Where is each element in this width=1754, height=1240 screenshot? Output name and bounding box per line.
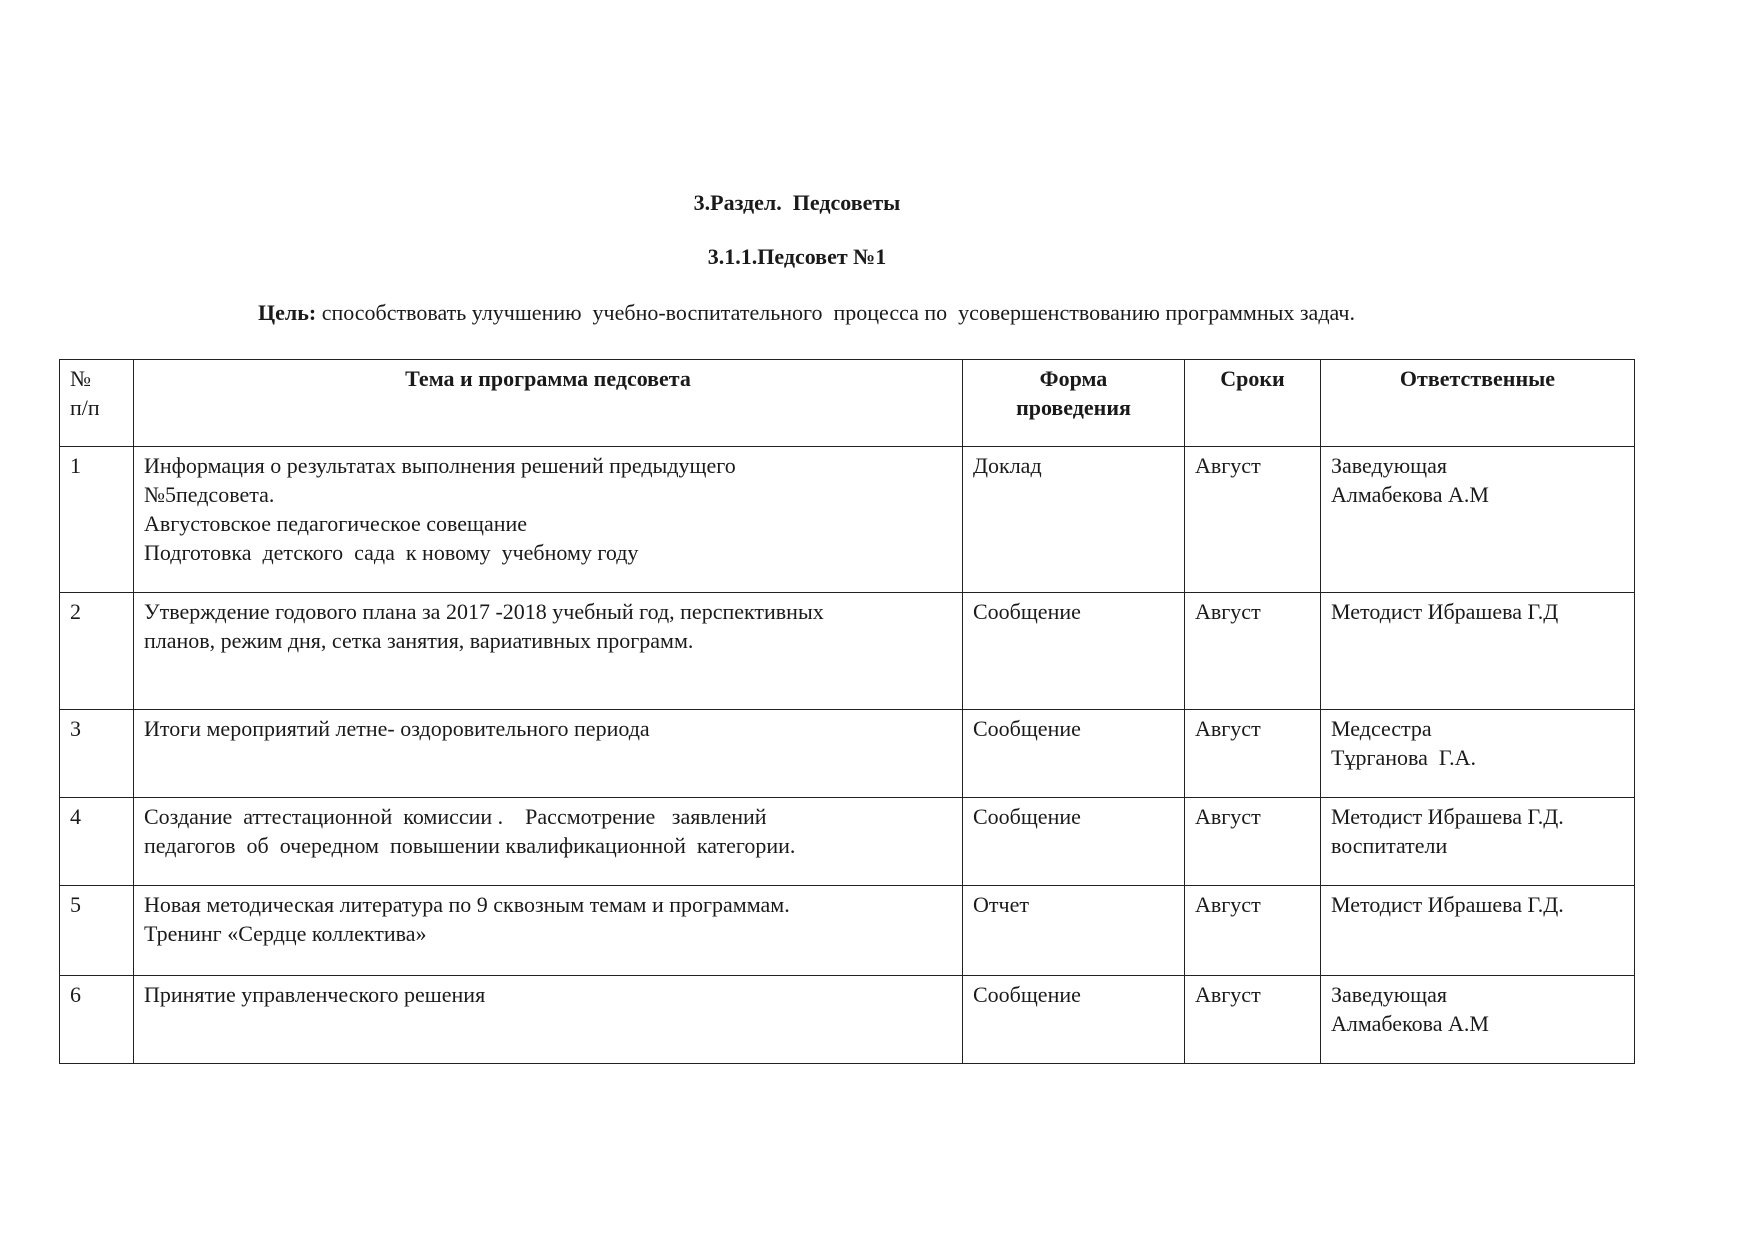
cell-responsible (1321, 447, 1635, 593)
cell-topic-line: педагогов об очередном повышении квалификационной категории. (144, 833, 796, 858)
cell-responsible-line: Алмабекова А.М (1331, 1011, 1489, 1036)
cell-responsible (1321, 798, 1635, 886)
cell-topic-line: Подготовка детского сада к новому учебному году (144, 540, 639, 565)
cell-topic (134, 886, 963, 976)
header-responsible: Ответственные (1321, 360, 1635, 447)
goal-statement (258, 300, 1355, 326)
cell-responsible-line: Методист Ибрашева Г.Д. (1331, 892, 1564, 917)
subsection-title: 3.1.1.Педсовет №1 (707, 244, 887, 269)
cell-responsible-line: Заведующая (1331, 453, 1447, 478)
cell-term: Август (1185, 976, 1321, 1064)
cell-responsible-line: воспитатели (1331, 833, 1448, 858)
cell-responsible-line: Медсестра (1331, 716, 1432, 741)
header-number: № п/п (60, 360, 134, 447)
cell-topic (134, 976, 963, 1064)
goal-text: способствовать улучшению учебно-воспитательного процесса по усовершенствованию программных задач. (316, 300, 1355, 325)
cell-number: 1 (60, 447, 134, 593)
cell-form: Доклад (963, 447, 1185, 593)
header-terms: Сроки (1185, 360, 1321, 447)
table-row (60, 593, 1635, 710)
cell-responsible-line: Методист Ибрашева Г.Д (1331, 599, 1559, 624)
cell-number: 5 (60, 886, 134, 976)
table-body (60, 447, 1635, 1064)
cell-topic (134, 593, 963, 710)
cell-term: Август (1185, 798, 1321, 886)
table-row (60, 798, 1635, 886)
cell-topic-line: Создание аттестационной комиссии . Рассмотрение заявлений (144, 804, 767, 829)
table-row (60, 710, 1635, 798)
cell-form: Сообщение (963, 798, 1185, 886)
pedsovet-table (59, 359, 1635, 1064)
section-title: 3.Раздел. Педсоветы (693, 190, 901, 215)
cell-form: Сообщение (963, 976, 1185, 1064)
cell-responsible (1321, 976, 1635, 1064)
cell-responsible-line: Методист Ибрашева Г.Д. (1331, 804, 1564, 829)
cell-responsible (1321, 593, 1635, 710)
cell-topic (134, 798, 963, 886)
cell-term: Август (1185, 447, 1321, 593)
table-header-row (60, 360, 1635, 447)
cell-form: Сообщение (963, 593, 1185, 710)
cell-topic-line: планов, режим дня, сетка занятия, вариативных программ. (144, 628, 694, 653)
cell-number: 4 (60, 798, 134, 886)
cell-responsible (1321, 886, 1635, 976)
cell-term: Август (1185, 593, 1321, 710)
header-form: Форма проведения (963, 360, 1185, 447)
header-topic: Тема и программа педсовета (134, 360, 963, 447)
cell-number: 3 (60, 710, 134, 798)
cell-term: Август (1185, 710, 1321, 798)
cell-topic-line: №5педсовета. (144, 482, 275, 507)
cell-topic-line: Тренинг «Сердце коллектива» (144, 921, 427, 946)
goal-label: Цель: (258, 300, 317, 325)
cell-topic-line: Августовское педагогическое совещание (144, 511, 528, 536)
cell-topic-line: Утверждение годового плана за 2017 -2018 учебный год, перспективных (144, 599, 824, 624)
cell-topic (134, 447, 963, 593)
cell-form: Отчет (963, 886, 1185, 976)
cell-term: Август (1185, 886, 1321, 976)
cell-topic-line: Новая методическая литература по 9 сквозным темам и программам. (144, 892, 790, 917)
cell-responsible-line: Заведующая (1331, 982, 1447, 1007)
table-row (60, 886, 1635, 976)
cell-topic-line: Принятие управленческого решения (144, 982, 486, 1007)
cell-responsible (1321, 710, 1635, 798)
cell-topic (134, 710, 963, 798)
cell-number: 6 (60, 976, 134, 1064)
cell-responsible-line: Тұрганова Г.А. (1331, 745, 1476, 770)
table-row (60, 976, 1635, 1064)
cell-number: 2 (60, 593, 134, 710)
table-row (60, 447, 1635, 593)
cell-topic-line: Информация о результатах выполнения решений предыдущего (144, 453, 736, 478)
cell-form: Сообщение (963, 710, 1185, 798)
cell-topic-line: Итоги мероприятий летне- оздоровительного периода (144, 716, 650, 741)
cell-responsible-line: Алмабекова А.М (1331, 482, 1489, 507)
